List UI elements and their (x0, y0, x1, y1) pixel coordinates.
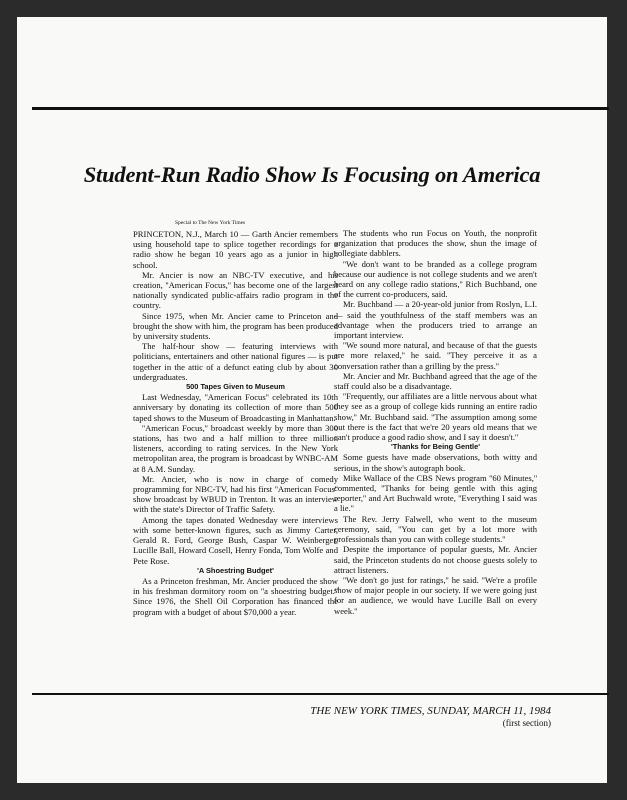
dateline-credit: Special to The New York Times (175, 220, 246, 226)
section-note: (first section) (502, 718, 551, 728)
paragraph: ''We don't want to be branded as a college program because our audience is not college students and we aren't heard on any college radio stations,'' Rich Buchband, one of the current co-producers, said. (334, 258, 537, 300)
paragraph: ''We don't go just for ratings,'' he said. ''We're a profile show of major people in our society. If we were going just for an audience, we would have Lucille Ball on every week.'' (334, 574, 537, 616)
paragraph: Mr. Ancier, who is now in charge of comedy programming for NBC-TV, had his first ''American Focus'' show broadcast by WBUD in Trenton. It was an interview with the state's Director of Traffic Safety. (133, 473, 338, 515)
paragraph: The half-hour show — featuring interviews with politicians, entertainers and other national figures — is put together in the attic of a defunct eating club by about 30 undergraduates. (133, 341, 338, 382)
paragraph: Among the tapes donated Wednesday were interviews with some better-known figures, such as Jimmy Carter, Gerald R. Ford, George Bush, Caspar W. Weinberger, Lucille Ball, Howard Cosell, Henry Fonda, Tom Wolfe and Pete Rose. (133, 514, 338, 566)
article-column-right (334, 228, 537, 616)
paragraph: PRINCETON, N.J., March 10 — Garth Ancier remembers using household tape to splice together recordings for a radio show he began 10 years ago as a junior in high school. (133, 229, 338, 270)
paragraph: Mike Wallace of the CBS News program ''60 Minutes,'' commented, ''Thanks for being gentle with this aging reporter,'' and Art Buchwald wrote, ''Everything I said was a lie.'' (334, 472, 537, 514)
paragraph: Since 1975, when Mr. Ancier came to Princeton and brought the show with him, the program has been produced by university students. (133, 310, 338, 342)
paragraph: ''American Focus,'' broadcast weekly by more than 300 stations, has two and a half million to three million listeners, according to rating services. In the New York metropolitan area, the program is broadcast by WNBC-AM at 8 A.M. Sunday. (133, 422, 338, 474)
paragraph: Last Wednesday, ''American Focus'' celebrated its 10th anniversary by donating its collection of more than 500 taped shows to the Museum of Broadcasting in Manhattan. (133, 392, 338, 423)
document-page (17, 17, 607, 783)
paragraph: Mr. Ancier and Mr. Buchband agreed that the age of the staff could also be a disadvantage. (334, 370, 537, 392)
paragraph: As a Princeton freshman, Mr. Ancier produced the show in his freshman dormitory room on ''a shoestring budget.'' Since 1976, the Shell Oil Corporation has financed the program with a budget of about $70,000 a year. (133, 575, 338, 617)
paragraph: ''We sound more natural, and because of that the guests are more relaxed,'' he said. ''They perceive it as a conversation rather than a grilling by the press.'' (334, 340, 537, 371)
subheading: 'A Shoestring Budget' (197, 565, 274, 575)
subheading: 500 Tapes Given to Museum (186, 382, 285, 392)
bottom-rule (32, 693, 609, 695)
top-rule (32, 107, 609, 110)
article-column-left (133, 219, 338, 617)
paragraph: Despite the importance of popular guests, Mr. Ancier said, the Princeton students do not choose guests solely to attract listeners. (334, 544, 537, 575)
headline: Student-Run Radio Show Is Focusing on America (83, 162, 541, 187)
paragraph: Mr. Buchband — a 20-year-old junior from Roslyn, L.I. — said the youthfulness of the staff members was an advantage when the producers tried to arrange an important interview. (334, 299, 537, 341)
paragraph: The students who run Focus on Youth, the nonprofit organization that produces the show, shun the image of collegiate dabblers. (334, 228, 537, 259)
source-citation (310, 705, 551, 728)
subheading: 'Thanks for Being Gentle' (391, 442, 480, 452)
paragraph: ''Frequently, our affiliates are a little nervous about what they see as a group of college kids running an entire radio show,'' Mr. Buchband said. ''The assumption among some out there is the fact that we're 20 years old means that we can't produce a good radio show, and I say it doesn't.'' (334, 391, 537, 443)
paragraph: The Rev. Jerry Falwell, who went to the museum ceremony, said, ''You can get by a lot more with professionals than you can with college students.'' (334, 513, 537, 545)
paragraph: Some guests have made observations, both witty and serious, in the show's autograph book. (334, 452, 537, 473)
paragraph: Mr. Ancier is now an NBC-TV executive, and his creation, ''American Focus,'' has become one of the largest nationally syndicated public-affairs radio program in the country. (133, 269, 338, 311)
source-line: THE NEW YORK TIMES, SUNDAY, MARCH 11, 1984 (310, 705, 551, 717)
